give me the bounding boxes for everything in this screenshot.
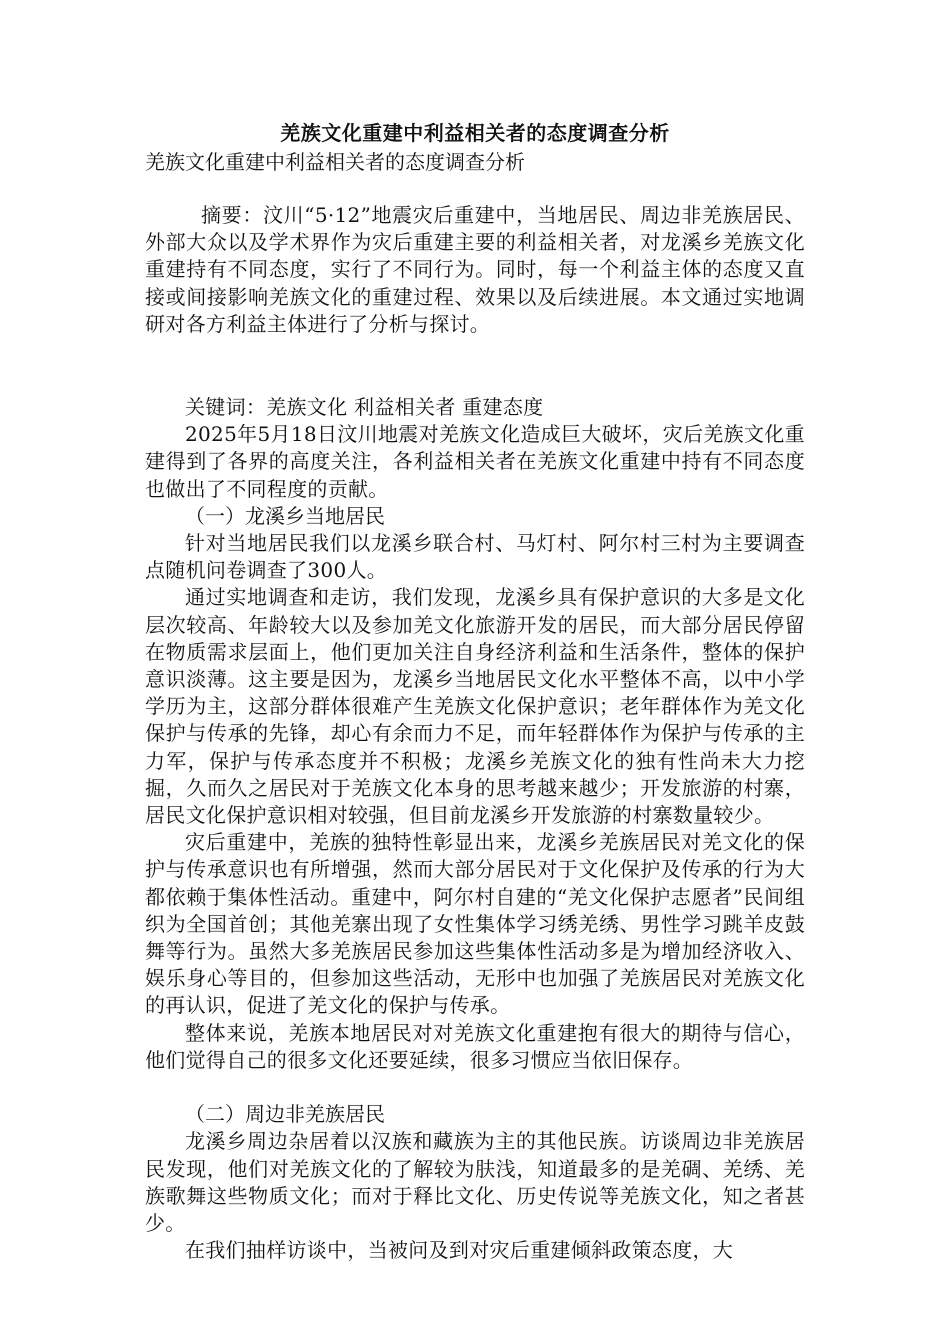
- section2-paragraph-2: 在我们抽样访谈中，当被问及到对灾后重建倾斜政策态度，大: [185, 1238, 734, 1263]
- intro-paragraph: 2025年5月18日汶川地震对羌族文化造成巨大破坏，灾后羌族文化重建得到了各界的高度关注，各利益相关者在羌族文化重建中持有不同态度也做出了不同程度的贡献。: [145, 422, 805, 501]
- section-gap: [145, 1074, 805, 1101]
- section1-paragraph-1: 针对当地居民我们以龙溪乡联合村、马灯村、阿尔村三村为主要调查点随机问卷调查了300人。: [145, 531, 805, 583]
- section1-paragraph-3: 灾后重建中，羌族的独特性彰显出来，龙溪乡羌族居民对羌文化的保护与传承意识也有所增强，然而大部分居民对于文化保护及传承的行为大都依赖于集体性活动。重建中，阿尔村自建的“羌文化保护志愿者”民间组织为全国首创；其他羌寨出现了女性集体学习绣羌绣、男性学习跳羊皮鼓舞等行为。虽然大多羌族居民参加这些集体性活动多是为增加经济收入、娱乐身心等目的，但参加这些活动，无形中也加强了羌族居民对羌族文化的再认识，促进了羌文化的保护与传承。: [145, 830, 805, 1018]
- section1-paragraph-2: 通过实地调查和走访，我们发现，龙溪乡具有保护意识的大多是文化层次较高、年龄较大以及参加羌文化旅游开发的居民，而大部分居民停留在物质需求层面上，他们更加关注自身经济利益和生活条件，整体的保护意识淡薄。这主要是因为，龙溪乡当地居民文化水平整体不高，以中小学学历为主，这部分群体很难产生羌族文化保护意识；老年群体作为羌文化保护与传承的先锋，却心有余而力不足，而年轻群体作为保护与传承的主力军，保护与传承态度并不积极；龙溪乡羌族文化的独有性尚未大力挖掘，久而久之居民对于羌族文化本身的思考越来越少；开发旅游的村寨，居民文化保护意识相对较强，但目前龙溪乡开发旅游的村寨数量较少。: [145, 585, 805, 828]
- keywords-line: 关键词：羌族文化 利益相关者 重建态度: [185, 395, 544, 420]
- section2-paragraph-1: 龙溪乡周边杂居着以汉族和藏族为主的其他民族。访谈周边非羌族居民发现，他们对羌族文化的了解较为肤浅，知道最多的是羌碉、羌绣、羌族歌舞这些物质文化；而对于释比文化、历史传说等羌族文化，知之者甚少。: [145, 1129, 805, 1235]
- section-heading-1: （一）龙溪乡当地居民: [185, 503, 385, 528]
- abstract-paragraph: 摘要：汶川“5·12”地震灾后重建中，当地居民、周边非羌族居民、外部大众以及学术界作为灾后重建主要的利益相关者，对龙溪乡羌族文化重建持有不同态度，实行了不同行为。同时，每一个利益主体的态度又直接或间接影响羌族文化的重建过程、效果以及后续进展。本文通过实地调研对各方利益主体进行了分析与探讨。: [145, 203, 805, 336]
- section1-paragraph-4: 整体来说，羌族本地居民对对羌族文化重建抱有很大的期待与信心，他们觉得自己的很多文化还要延续，很多习惯应当依旧保存。: [145, 1020, 805, 1072]
- document-page: [145, 118, 805, 1264]
- document-subtitle: 羌族文化重建中利益相关者的态度调查分析: [145, 150, 525, 174]
- document-title: 羌族文化重建中利益相关者的态度调查分析: [280, 121, 670, 145]
- section-heading-2: （二）周边非羌族居民: [185, 1102, 385, 1127]
